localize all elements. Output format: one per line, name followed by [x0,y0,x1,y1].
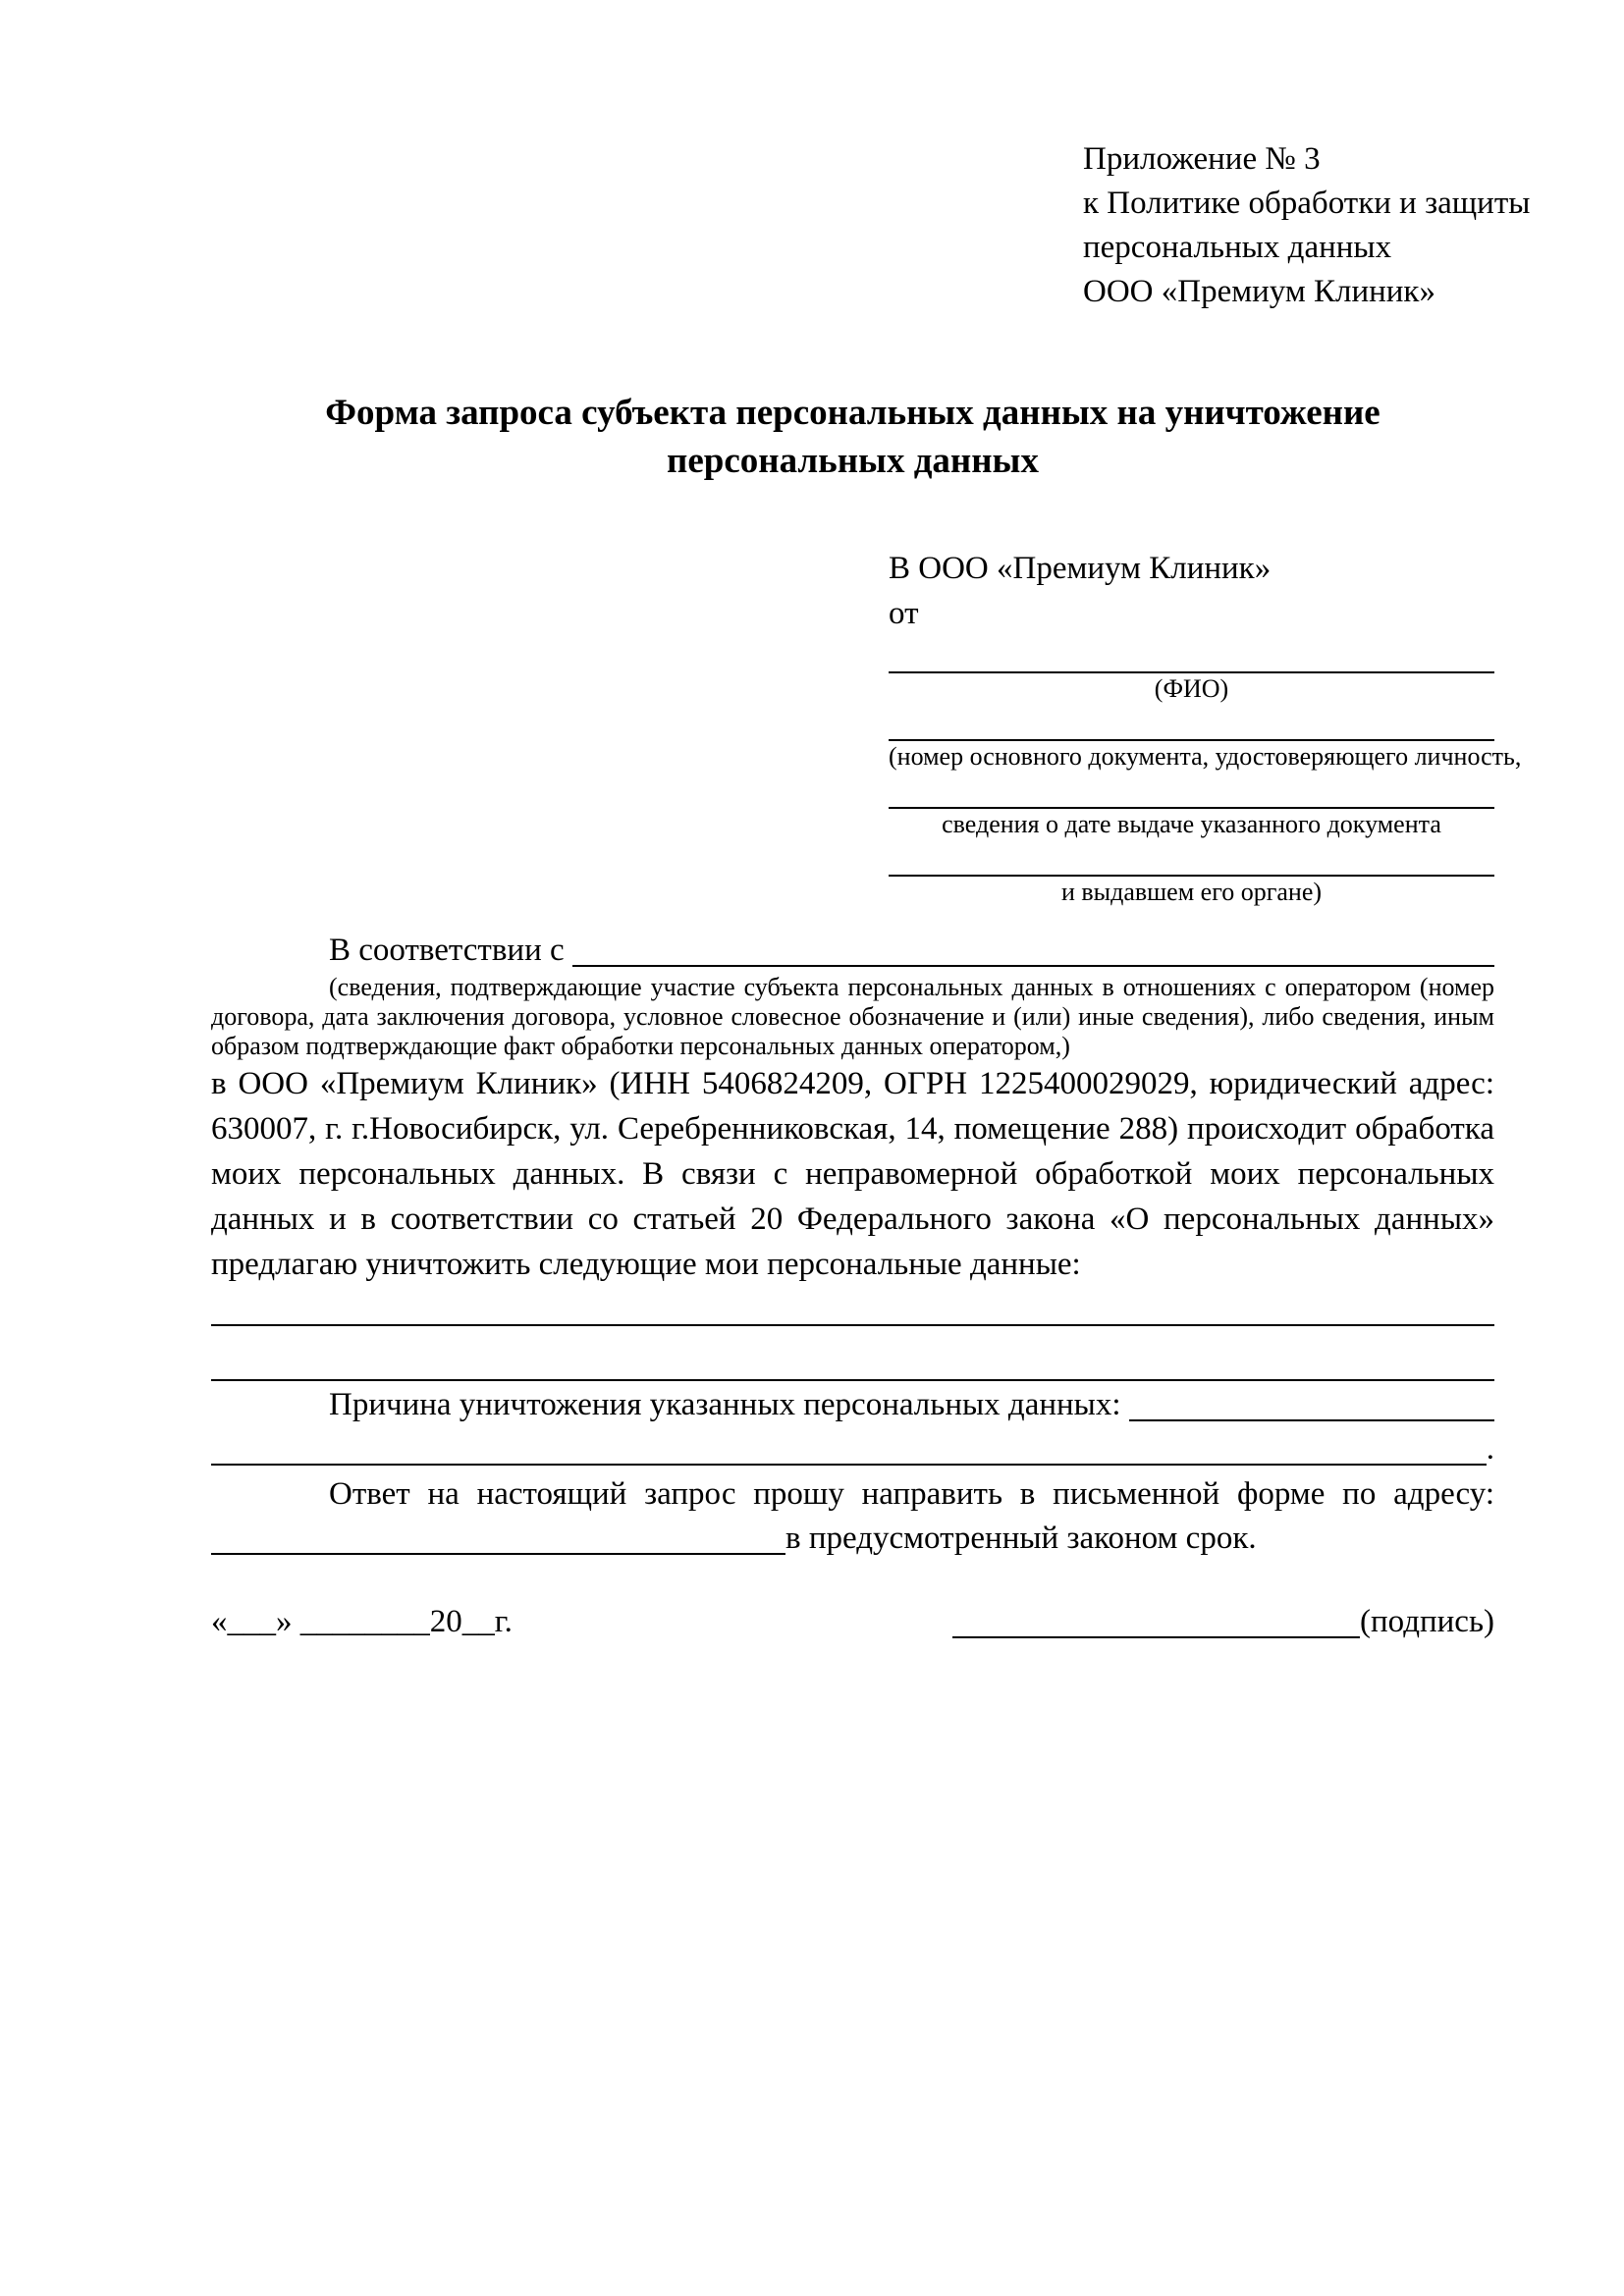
address-fill-line [211,1553,785,1555]
signature-line [952,1600,1494,1644]
data-fill-line-1 [211,1287,1494,1326]
accordance-fill-line [572,965,1494,967]
form-title-line-2: персональных данных [667,441,1039,481]
accordance-line [211,929,1494,973]
form-title-line-1: Форма запроса субъекта персональных данных на уничтожение [325,393,1380,433]
addressee-from: от [889,596,919,631]
response-address-line [211,1517,1494,1561]
appendix-line-personal-data: персональных данных [1083,230,1392,265]
reason-fill-line-2 [211,1464,1487,1466]
response-request-line: Ответ на настоящий запрос прошу направить в письменной форме по адресу: [329,1476,1494,1512]
request-paragraph: в ООО «Премиум Клиник» (ИНН 5406824209, ОГРН 1225400029029, юридический адрес: 630007, г. г.Новосибирск, ул. Серебренниковская, 14, помещение 288) происходит обработка моих персональных данных. В связи с неправомерной обработкой моих персональных данных и в соответствии со статьей 20 Федерального закона «О персональных данных» предлагаю уничтожить следующие мои персональные данные: [211,1066,1494,1282]
doc-number-label: (номер основного документа, удостоверяющего личность, [889,742,1522,771]
issue-date-label: сведения о дате выдаче указанного документа [942,810,1441,838]
form-title [211,389,1494,485]
issuing-authority-label: и выдавшем его органе) [1060,878,1323,906]
signature-fill-line [952,1636,1360,1638]
fio-label: (ФИО) [1154,674,1229,703]
appendix-line-number: Приложение № 3 [1083,141,1321,177]
appendix-line-policy: к Политике обработки и защиты [1083,186,1531,221]
reason-line [211,1383,1494,1427]
reason-fill-line [1129,1419,1494,1421]
issue-date-fill-line [889,772,1494,809]
signature-label: (подпись) [1360,1604,1494,1639]
date-line: «___» ________20__г. [211,1604,513,1639]
reason-label: Причина уничтожения указанных персональных данных: [329,1387,1129,1422]
reason-continuation-line [211,1427,1494,1471]
addressee-block [889,546,1522,907]
fio-fill-line [889,636,1494,673]
data-fill-line-2 [211,1326,1494,1381]
accordance-note: (сведения, подтверждающие участие субъекта персональных данных в отношениях с оператором (номер договора, дата заключения договора, условное словесное обозначение и (или) иные сведения), либо сведения, иным образом подтверждающие факт обработки персональных данных оператором,) [211,973,1494,1060]
reason-period: . [1486,1431,1494,1467]
issuing-authority-fill-line [889,839,1494,877]
accordance-prefix: В соответствии с [329,933,572,968]
response-tail: в предусмотренный законом срок. [785,1521,1257,1556]
appendix-line-company: ООО «Премиум Клиник» [1083,274,1435,309]
addressee-to: В ООО «Премиум Клиник» [889,551,1272,586]
document-content [211,137,1531,1644]
doc-number-fill-line [889,704,1494,741]
appendix-block [1083,137,1531,314]
date-signature-row [211,1600,1494,1644]
